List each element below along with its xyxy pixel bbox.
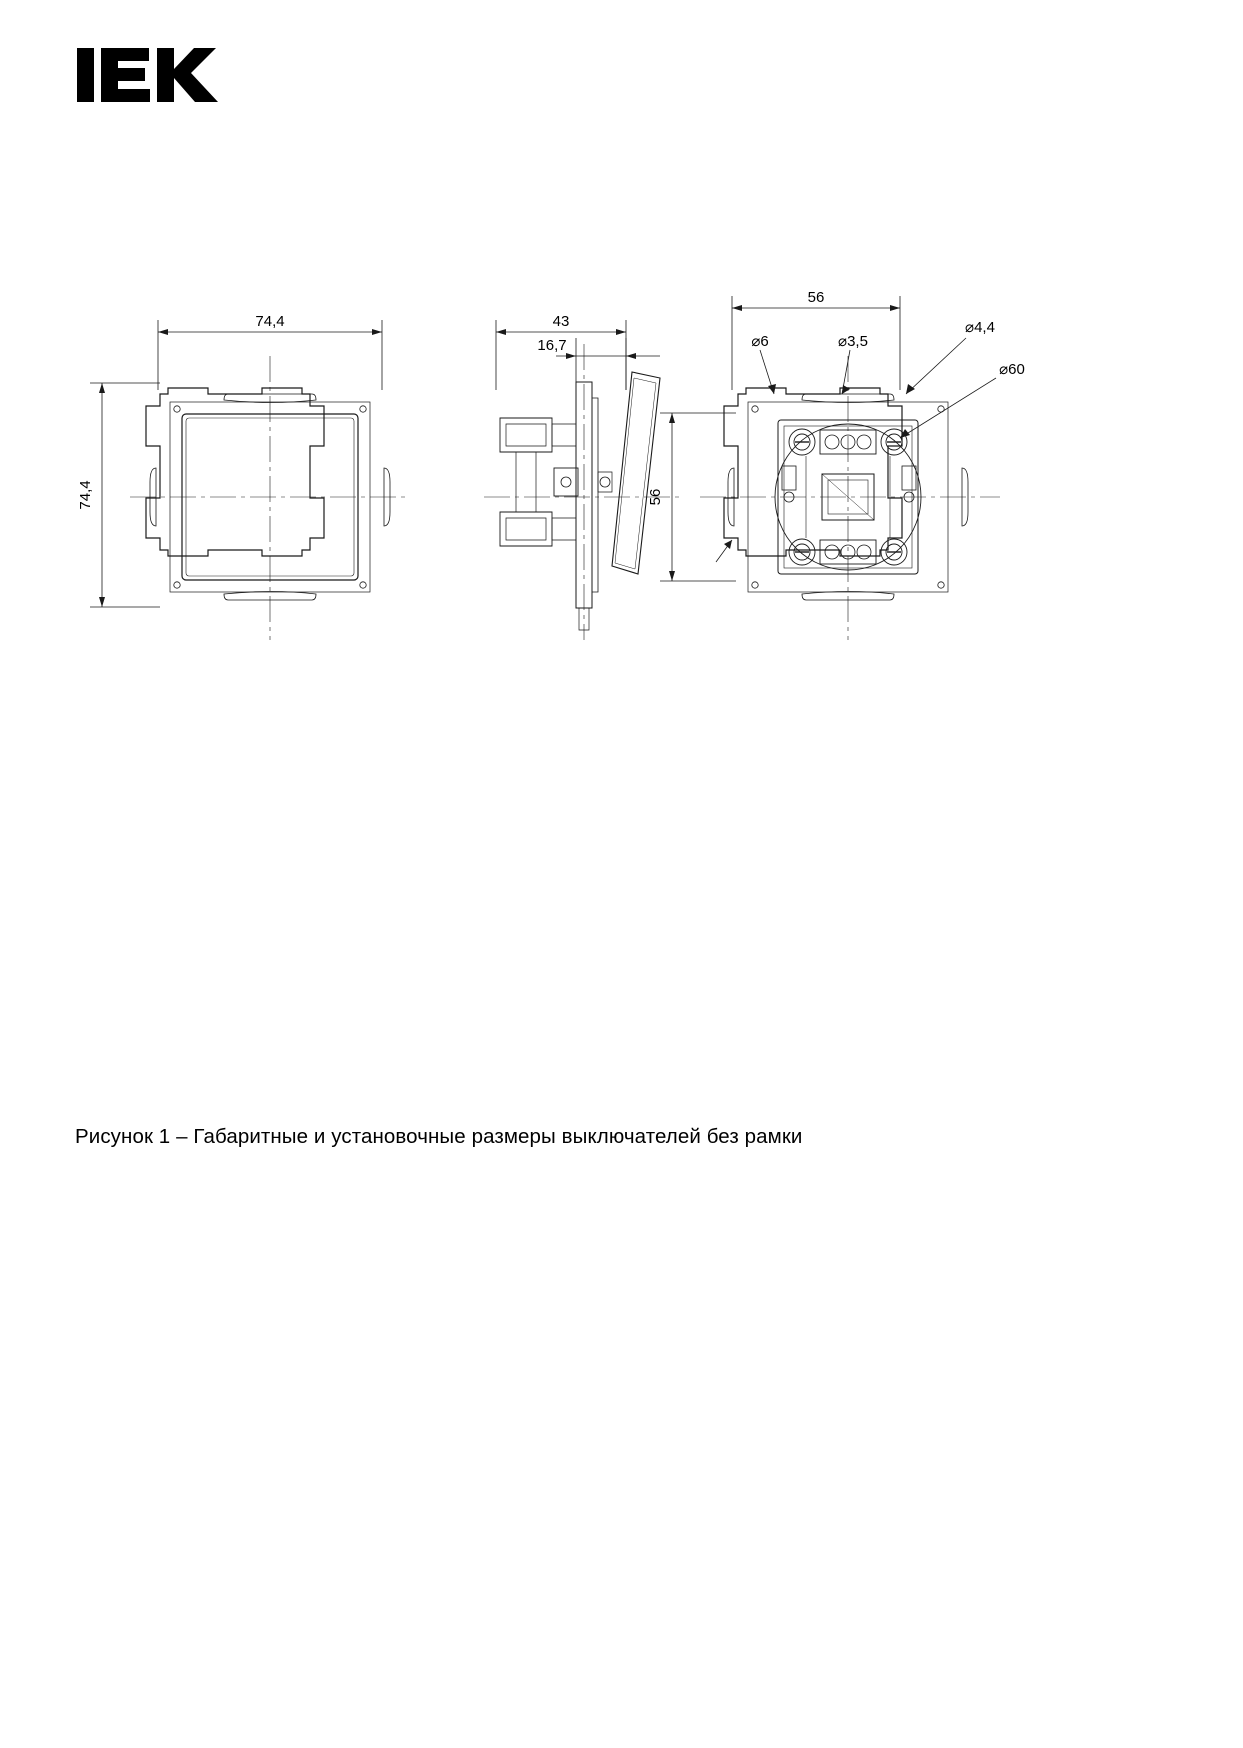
front-view bbox=[77, 313, 410, 640]
svg-text:⌀4,4: ⌀4,4 bbox=[965, 319, 995, 336]
side-view bbox=[484, 313, 680, 640]
figure-caption: Рисунок 1 – Габаритные и установочные размеры выключателей без рамки bbox=[75, 1125, 803, 1148]
svg-text:56: 56 bbox=[647, 488, 664, 506]
svg-text:16,7: 16,7 bbox=[537, 337, 567, 354]
svg-text:74,4: 74,4 bbox=[255, 313, 285, 330]
svg-text:74,4: 74,4 bbox=[77, 480, 94, 510]
iek-logo bbox=[75, 40, 225, 110]
svg-text:⌀60: ⌀60 bbox=[999, 361, 1025, 378]
rear-view bbox=[647, 290, 1025, 640]
svg-text:56: 56 bbox=[807, 290, 825, 306]
technical-drawing bbox=[60, 290, 1180, 670]
svg-text:⌀6: ⌀6 bbox=[751, 333, 769, 350]
svg-text:43: 43 bbox=[552, 313, 570, 330]
svg-text:⌀3,5: ⌀3,5 bbox=[838, 333, 868, 350]
